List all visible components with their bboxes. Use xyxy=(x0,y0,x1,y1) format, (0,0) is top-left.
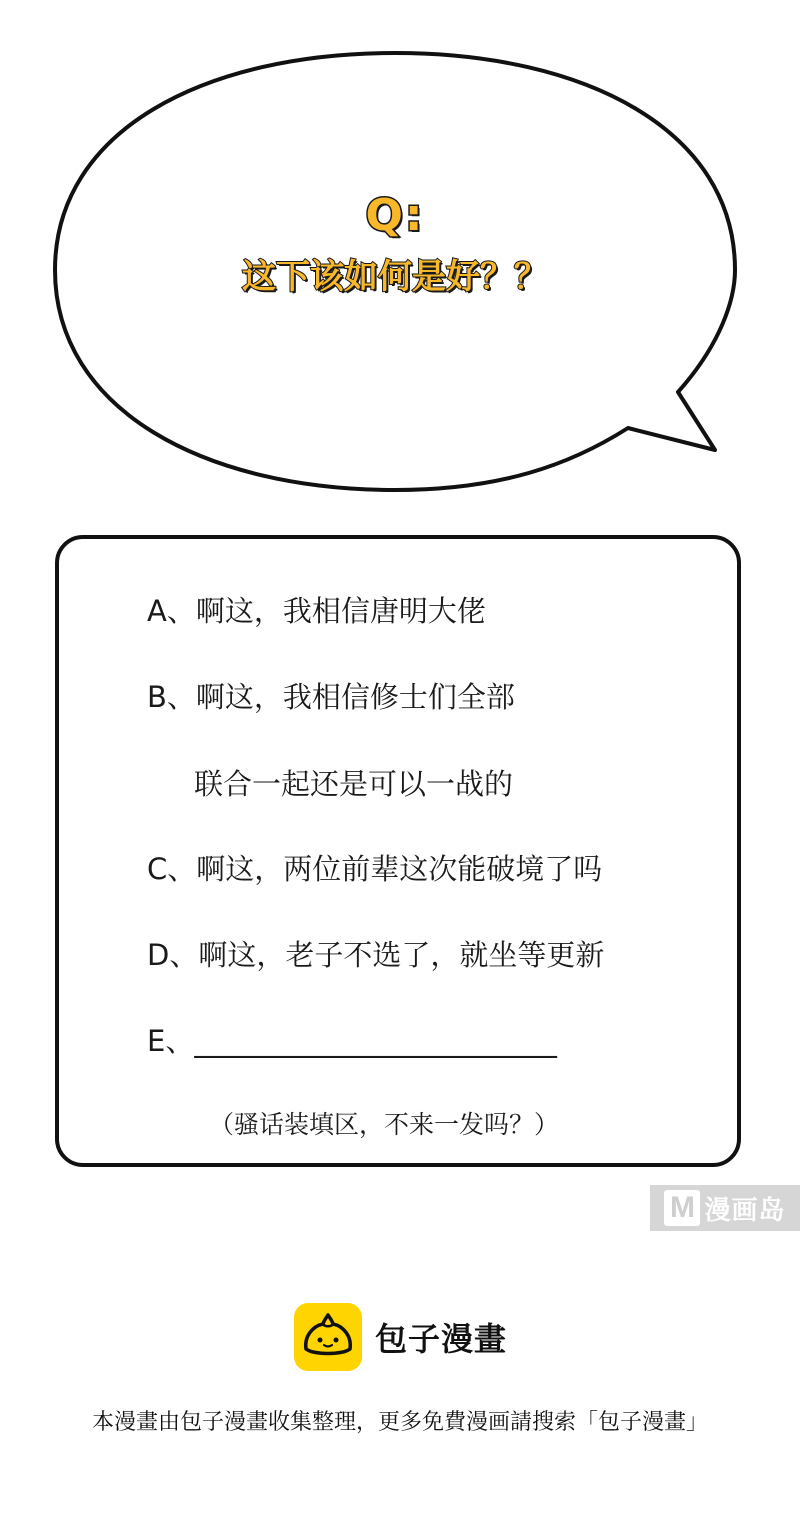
footer-notice: 本漫畫由包子漫畫收集整理，更多免費漫画請搜索「包子漫畫」 xyxy=(91,1410,708,1435)
brand xyxy=(293,1302,507,1372)
watermark-text: 漫画岛 xyxy=(704,1195,786,1226)
question-block xyxy=(0,190,790,298)
question-text: 这下该如何是好？？ xyxy=(242,257,548,297)
option-note: （骚话装填区，不来一发吗？） xyxy=(209,1110,560,1139)
options-box xyxy=(55,535,741,1167)
option-d: D、啊这，老子不选了，就坐等更新 xyxy=(147,938,605,972)
question-label: Q: xyxy=(365,190,425,241)
option-a: A、啊这，我相信唐明大佬 xyxy=(147,594,486,628)
option-b: B、啊这，我相信修士们全部 xyxy=(147,680,515,714)
option-c: C、啊这，两位前辈这次能破境了吗 xyxy=(147,852,603,886)
watermark-m-icon: M xyxy=(664,1190,700,1226)
option-e: E、_________________________ xyxy=(147,1024,557,1058)
option-b-continued: 联合一起还是可以一战的 xyxy=(194,767,514,801)
watermark xyxy=(650,1185,800,1231)
bun-logo-icon xyxy=(293,1302,363,1372)
brand-name: 包子漫畫 xyxy=(375,1320,508,1358)
